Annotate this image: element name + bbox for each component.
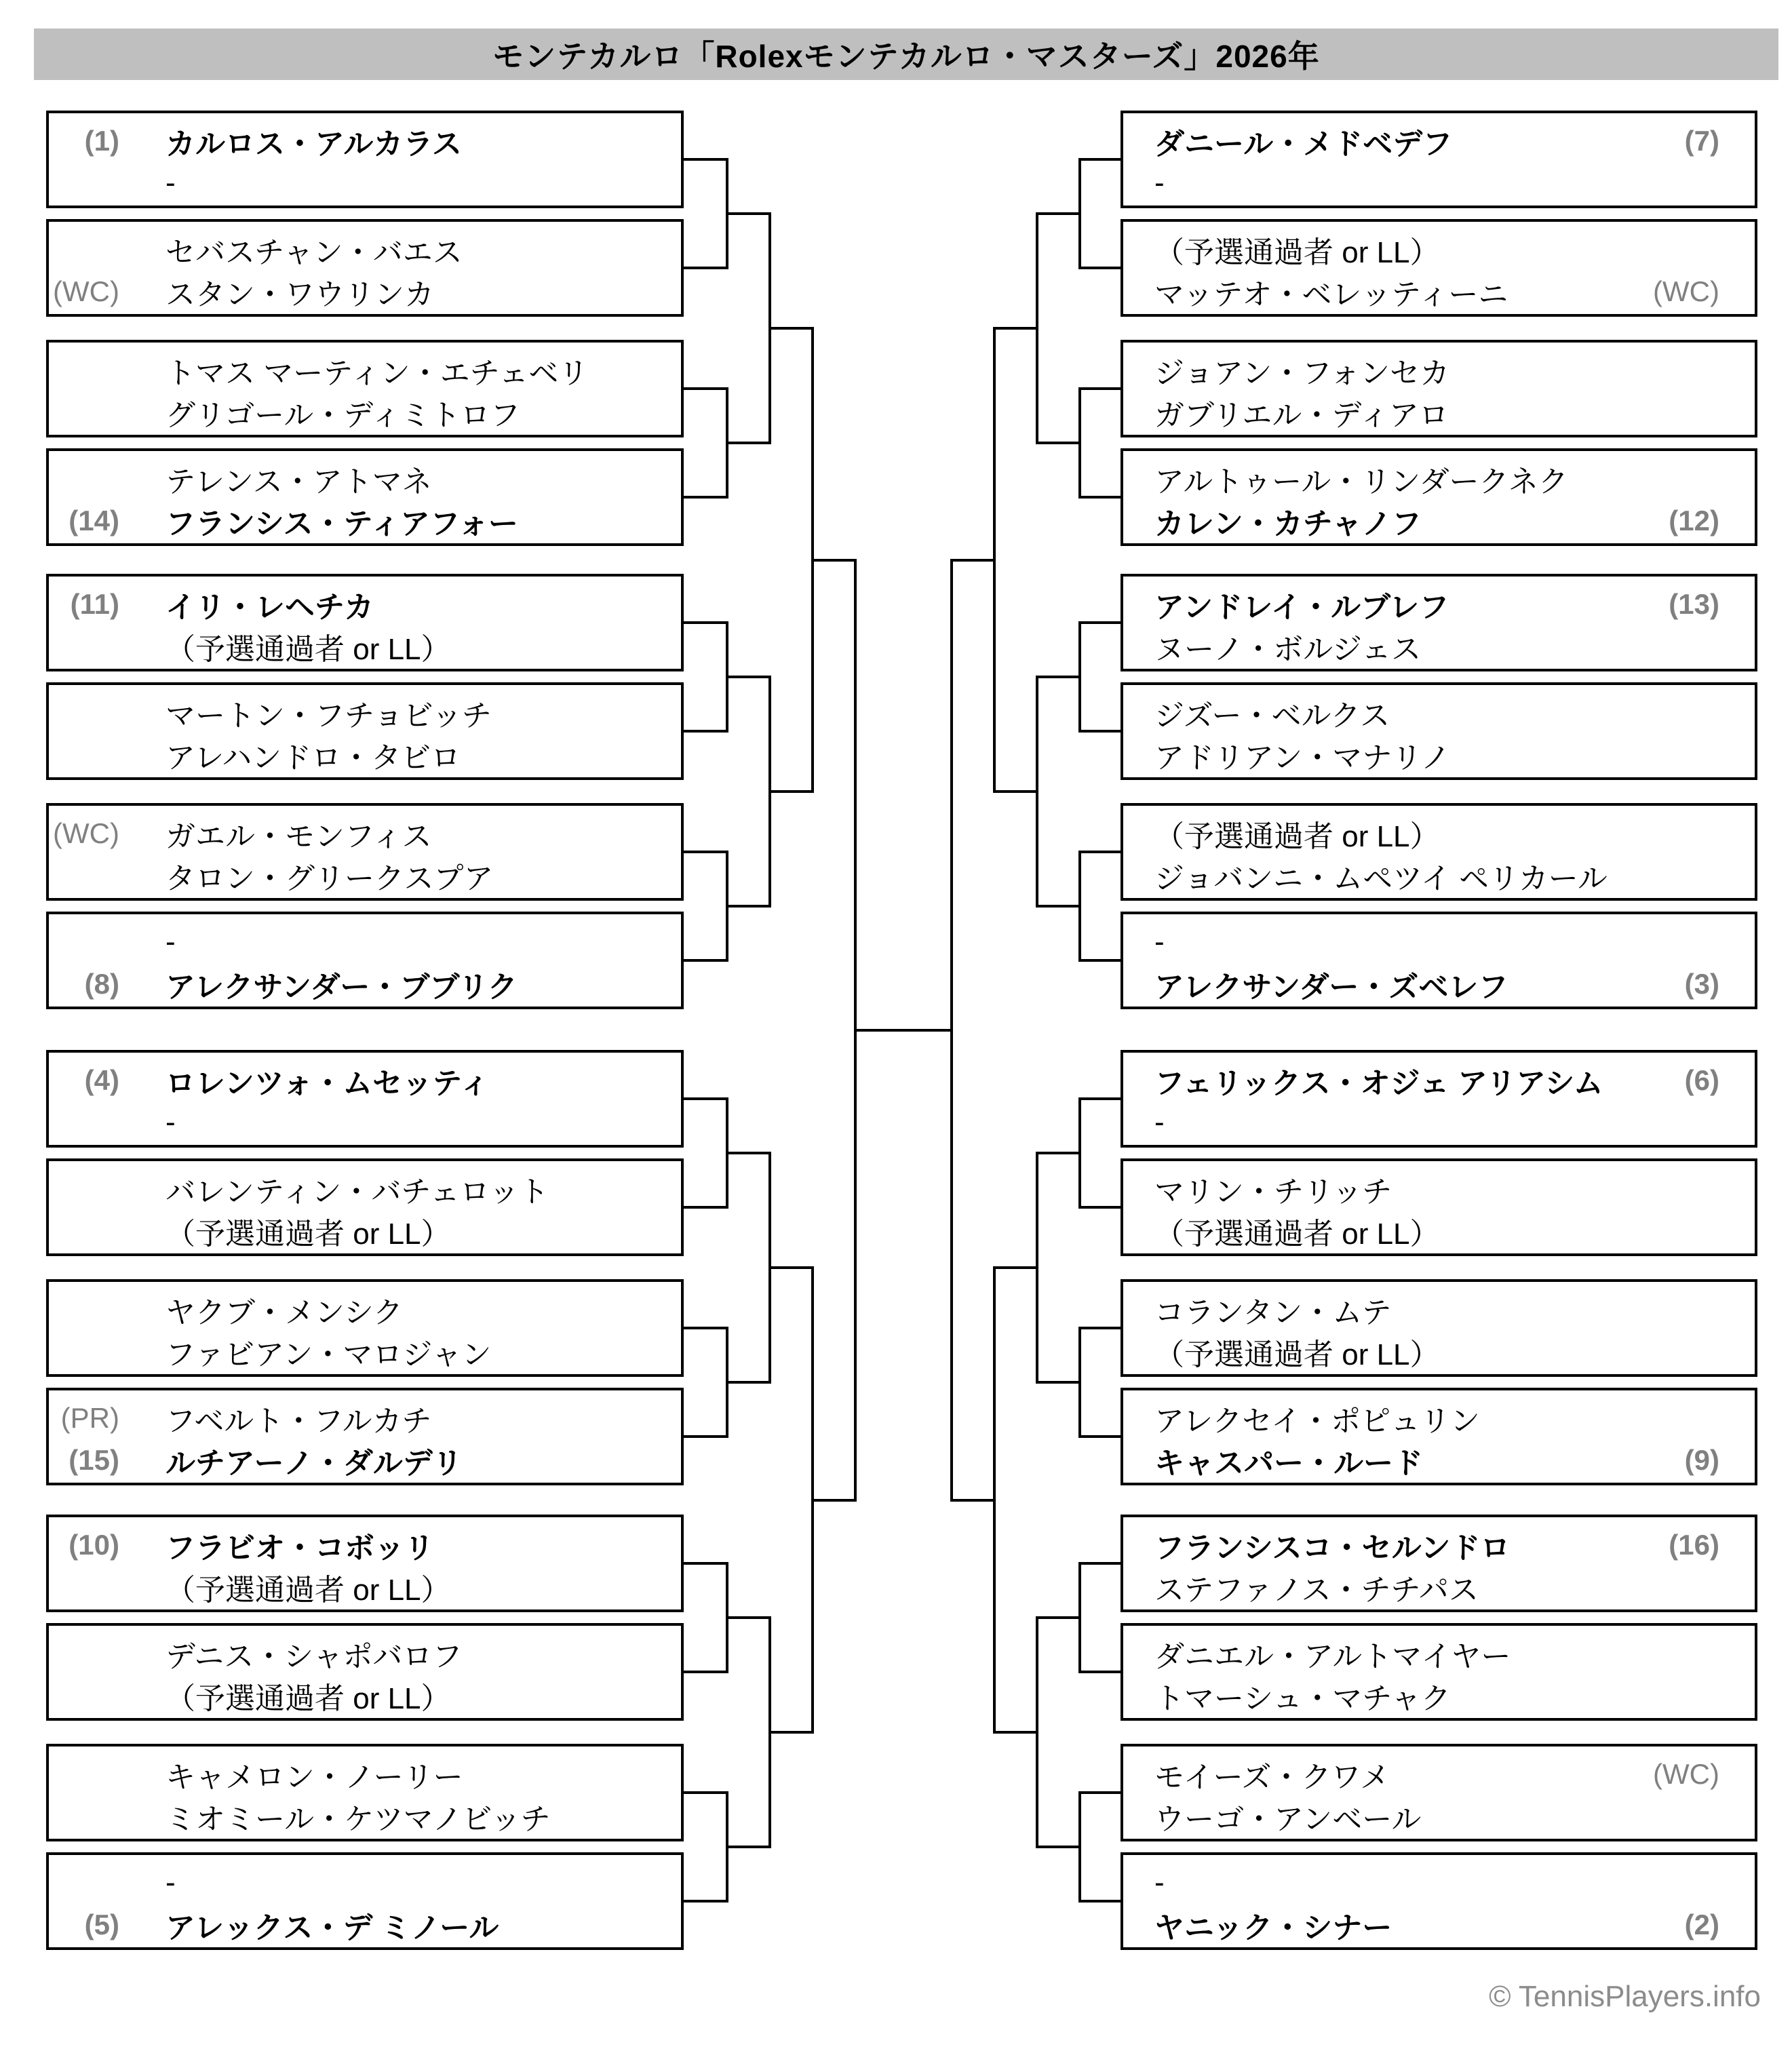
player-name: デニス・シャポバロフ <box>165 1640 463 1673</box>
player-name: ヤニック・シナー <box>1154 1911 1392 1945</box>
player-name: マートン・フチョビッチ <box>165 699 492 733</box>
player-name: アレクサンダー・ズベレフ <box>1154 971 1508 1004</box>
match-box-left-15 <box>46 1744 684 1841</box>
player-name: （予選通過者 or LL） <box>165 1682 451 1715</box>
seed-label: (WC) <box>53 275 119 307</box>
match-box-left-10 <box>46 1158 684 1256</box>
bracket-connector-line <box>768 1731 814 1734</box>
bracket-connector-line <box>681 387 728 390</box>
bracket-connector-line <box>993 1731 1038 1734</box>
bracket-connector-line <box>950 559 996 562</box>
seed-label: (PR) <box>60 1402 119 1434</box>
player-name: ガブリエル・ディアロ <box>1154 399 1449 432</box>
player-name: アレクサンダー・ブブリク <box>165 971 518 1004</box>
player-row <box>1123 1633 1755 1675</box>
bracket-connector-line <box>1078 851 1123 853</box>
bracket-connector-line <box>1078 730 1123 733</box>
player-name: - <box>165 925 176 958</box>
bracket-connector-line <box>681 1791 728 1794</box>
bracket-connector-line <box>1036 442 1081 444</box>
match-box-left-9 <box>46 1050 684 1148</box>
player-name: キャスパー・ルード <box>1154 1447 1423 1480</box>
player-row <box>1123 1210 1755 1252</box>
player-row <box>49 1795 681 1837</box>
player-name: アドリアン・マナリノ <box>1154 741 1451 775</box>
player-name: グリゴール・ディミトロフ <box>165 399 520 432</box>
player-name: （予選通過者 or LL） <box>1154 1217 1440 1251</box>
player-name: アレックス・デ ミノール <box>165 1911 499 1945</box>
player-name: （予選通過者 or LL） <box>165 1217 451 1251</box>
player-row <box>1123 1675 1755 1717</box>
match-box-right-12 <box>1121 1388 1757 1485</box>
player-row <box>49 583 681 625</box>
player-row <box>49 229 681 271</box>
bracket-connector-line <box>1078 267 1123 269</box>
player-row <box>1123 583 1755 625</box>
player-name: - <box>1154 166 1165 199</box>
player-row <box>1123 1795 1755 1837</box>
match-box-right-2 <box>1121 219 1757 317</box>
match-box-left-12 <box>46 1388 684 1485</box>
bracket-connector-line <box>1078 1435 1123 1438</box>
player-row <box>1123 271 1755 313</box>
bracket-connector-line <box>726 1616 771 1619</box>
bracket-connector-line <box>681 621 728 624</box>
player-name: スタン・ワウリンカ <box>165 278 434 311</box>
player-name: マッテオ・ベレッティーニ <box>1154 278 1508 311</box>
bracket-connector-line <box>768 790 814 793</box>
bracket-connector-line <box>1078 621 1123 624</box>
player-name: （予選通過者 or LL） <box>165 633 451 666</box>
bracket-connector-line <box>1036 212 1081 215</box>
bracket-connector-line <box>1036 1381 1081 1384</box>
bracket-connector-line <box>681 851 728 853</box>
player-row <box>49 391 681 433</box>
tournament-title: モンテカルロ「Rolexモンテカルロ・マスターズ」2026年 <box>492 39 1320 74</box>
player-row <box>49 120 681 162</box>
player-row <box>1123 1101 1755 1144</box>
player-name: フランシスコ・セルンドロ <box>1154 1531 1511 1565</box>
player-row <box>1123 921 1755 963</box>
bracket-connector-line <box>1078 1900 1123 1902</box>
bracket-connector-line <box>1078 496 1123 499</box>
player-row <box>49 1289 681 1331</box>
bracket-connector-line <box>726 676 771 678</box>
match-box-right-7 <box>1121 803 1757 901</box>
player-row <box>1123 391 1755 433</box>
player-row <box>1123 1289 1755 1331</box>
match-box-left-2 <box>46 219 684 317</box>
bracket-connector-line <box>1036 905 1081 908</box>
match-box-right-6 <box>1121 682 1757 780</box>
match-box-right-4 <box>1121 448 1757 546</box>
player-name: フベルト・フルカチ <box>165 1405 432 1438</box>
seed-label: (9) <box>1684 1444 1719 1476</box>
bracket-connector-line <box>726 905 771 908</box>
bracket-connector-line <box>726 1381 771 1384</box>
player-name: ルチアーノ・ダルデリ <box>165 1447 463 1480</box>
bracket-connector-line <box>993 790 1038 793</box>
bracket-connector-line <box>681 1097 728 1100</box>
player-row <box>1123 1904 1755 1946</box>
player-name: カルロス・アルカラス <box>165 128 462 161</box>
player-row <box>49 1862 681 1904</box>
player-name: フェリックス・オジェ アリアシム <box>1154 1067 1603 1100</box>
player-row <box>1123 1524 1755 1566</box>
match-box-right-1 <box>1121 111 1757 208</box>
player-row <box>1123 500 1755 542</box>
seed-label: (3) <box>1684 968 1719 1000</box>
match-box-right-13 <box>1121 1515 1757 1612</box>
match-box-left-7 <box>46 803 684 901</box>
bracket-connector-line <box>681 1327 728 1329</box>
player-name: セバスチャン・バエス <box>165 236 463 269</box>
tournament-title-bar <box>34 28 1778 80</box>
bracket-connector-line <box>681 959 728 962</box>
player-name: ダニール・メドベデフ <box>1154 128 1453 161</box>
player-row <box>49 1633 681 1675</box>
player-name: アレハンドロ・タビロ <box>165 741 461 775</box>
player-name: ミオミール・ケツマノビッチ <box>165 1803 551 1836</box>
player-name: ロレンツォ・ムセッティ <box>165 1067 490 1100</box>
match-box-left-1 <box>46 111 684 208</box>
bracket-connector-line <box>950 1499 996 1502</box>
player-row <box>49 1675 681 1717</box>
seed-label: (14) <box>69 505 119 536</box>
bracket-connector-line <box>854 1029 953 1032</box>
player-row <box>1123 1566 1755 1608</box>
player-name: フランシス・ティアフォー <box>165 507 518 541</box>
bracket-connector-line <box>726 1846 771 1848</box>
player-name: ヤクブ・メンシク <box>165 1296 404 1329</box>
player-name: コランタン・ムテ <box>1154 1296 1392 1329</box>
player-row <box>1123 1059 1755 1101</box>
player-row <box>49 1101 681 1144</box>
bracket-connector-line <box>768 1266 814 1269</box>
bracket-connector-line <box>1078 959 1123 962</box>
player-row <box>49 271 681 313</box>
player-row <box>1123 1397 1755 1439</box>
bracket-connector-line <box>1036 676 1081 678</box>
bracket-connector-line <box>681 1900 728 1902</box>
seed-label: (12) <box>1669 505 1719 536</box>
player-row <box>49 963 681 1005</box>
match-box-right-8 <box>1121 912 1757 1009</box>
player-name: （予選通過者 or LL） <box>165 1574 451 1607</box>
match-box-left-6 <box>46 682 684 780</box>
seed-label: (7) <box>1684 125 1719 157</box>
player-row <box>1123 162 1755 204</box>
match-box-right-16 <box>1121 1852 1757 1950</box>
player-name: ガエル・モンフィス <box>165 820 432 853</box>
player-name: イリ・レヘチカ <box>165 591 374 624</box>
seed-label: (5) <box>84 1909 119 1940</box>
player-row <box>49 1753 681 1795</box>
bracket-connector-line <box>681 1435 728 1438</box>
bracket-connector-line <box>1078 1562 1123 1565</box>
player-name: アンドレイ・ルブレフ <box>1154 591 1449 624</box>
player-name: トマーシュ・マチャク <box>1154 1682 1451 1715</box>
bracket-connector-line <box>811 1499 857 1502</box>
player-name: テレンス・アトマネ <box>165 465 432 499</box>
player-row <box>1123 855 1755 897</box>
player-name: ジョバンニ・ムペツイ ペリカール <box>1154 862 1608 895</box>
bracket-connector-line <box>681 1562 728 1565</box>
seed-label: (6) <box>1684 1064 1719 1096</box>
player-row <box>49 349 681 391</box>
player-row <box>49 162 681 204</box>
bracket-connector-line <box>1036 1152 1081 1154</box>
seed-label: (13) <box>1669 588 1719 620</box>
player-name: マリン・チリッチ <box>1154 1175 1392 1209</box>
match-box-right-3 <box>1121 340 1757 437</box>
match-box-left-5 <box>46 574 684 671</box>
player-name: キャメロン・ノーリー <box>165 1761 463 1794</box>
player-row <box>49 1210 681 1252</box>
player-name: - <box>1154 925 1165 958</box>
bracket-connector-line <box>993 1266 1038 1269</box>
player-row <box>1123 1439 1755 1481</box>
match-box-left-4 <box>46 448 684 546</box>
match-box-left-11 <box>46 1279 684 1377</box>
player-row <box>49 1439 681 1481</box>
seed-label: (8) <box>84 968 119 1000</box>
player-row <box>49 1904 681 1946</box>
player-name: ダニエル・アルトマイヤー <box>1154 1640 1511 1673</box>
seed-label: (15) <box>69 1444 119 1476</box>
player-row <box>49 458 681 500</box>
seed-label: (WC) <box>1653 275 1719 307</box>
match-box-right-10 <box>1121 1158 1757 1256</box>
copyright-footer: © TennisPlayers.info <box>1489 1980 1761 2013</box>
player-name: - <box>165 1866 176 1899</box>
bracket-connector-line <box>1078 1327 1123 1329</box>
bracket-connector-line <box>681 730 728 733</box>
player-name: モイーズ・クワメ <box>1154 1761 1390 1794</box>
seed-label: (10) <box>69 1529 119 1561</box>
seed-label: (WC) <box>1653 1758 1719 1790</box>
player-name: カレン・カチャノフ <box>1154 507 1422 541</box>
bracket-connector-line <box>681 1206 728 1209</box>
match-box-right-15 <box>1121 1744 1757 1841</box>
bracket-connector-line <box>726 212 771 215</box>
bracket-connector-line <box>681 158 728 161</box>
bracket-connector-line <box>1036 1846 1081 1848</box>
player-name: - <box>165 166 176 199</box>
match-box-left-13 <box>46 1515 684 1612</box>
player-row <box>49 855 681 897</box>
player-name: ファビアン・マロジャン <box>165 1338 492 1371</box>
player-row <box>1123 813 1755 855</box>
match-box-left-3 <box>46 340 684 437</box>
player-row <box>49 813 681 855</box>
player-row <box>1123 734 1755 776</box>
bracket-connector-line <box>681 496 728 499</box>
player-row <box>49 692 681 734</box>
player-row <box>1123 1168 1755 1210</box>
player-row <box>49 734 681 776</box>
player-row <box>1123 229 1755 271</box>
player-name: ウーゴ・アンベール <box>1154 1803 1422 1836</box>
player-row <box>49 1524 681 1566</box>
match-box-left-8 <box>46 912 684 1009</box>
player-row <box>1123 1862 1755 1904</box>
bracket-connector-line <box>1078 1791 1123 1794</box>
player-name: タロン・グリークスプア <box>165 862 494 895</box>
bracket-connector-line <box>1036 1616 1081 1619</box>
seed-label: (2) <box>1684 1909 1719 1940</box>
player-row <box>1123 963 1755 1005</box>
bracket-connector-line <box>1078 1206 1123 1209</box>
player-row <box>49 921 681 963</box>
player-name: アレクセイ・ポピュリン <box>1154 1405 1481 1438</box>
player-row <box>49 1397 681 1439</box>
match-box-right-9 <box>1121 1050 1757 1148</box>
player-name: - <box>165 1106 176 1139</box>
player-row <box>49 1331 681 1373</box>
player-row <box>1123 1753 1755 1795</box>
player-row <box>49 1059 681 1101</box>
bracket-connector-line <box>811 559 857 562</box>
bracket-connector-line <box>1078 1671 1123 1673</box>
bracket-connector-line <box>1078 1097 1123 1100</box>
bracket-connector-line <box>681 267 728 269</box>
player-name: フラビオ・コボッリ <box>165 1531 434 1565</box>
seed-label: (11) <box>70 588 119 620</box>
player-row <box>49 1168 681 1210</box>
player-name: - <box>1154 1866 1165 1899</box>
seed-label: (4) <box>84 1064 119 1096</box>
match-box-left-14 <box>46 1623 684 1721</box>
player-name: （予選通過者 or LL） <box>1154 236 1440 269</box>
bracket-connector-line <box>1078 158 1123 161</box>
player-row <box>49 1566 681 1608</box>
seed-label: (1) <box>84 125 119 157</box>
bracket-connector-line <box>993 327 1038 330</box>
player-row <box>1123 692 1755 734</box>
bracket-connector-line <box>681 1671 728 1673</box>
player-row <box>1123 1331 1755 1373</box>
player-name: （予選通過者 or LL） <box>1154 1338 1440 1371</box>
player-name: アルトゥール・リンダークネク <box>1154 465 1569 499</box>
match-box-right-11 <box>1121 1279 1757 1377</box>
bracket-connector-line <box>726 1152 771 1154</box>
bracket-connector-line <box>1078 387 1123 390</box>
player-row <box>1123 625 1755 667</box>
seed-label: (WC) <box>53 817 119 849</box>
player-name: ヌーノ・ボルジェス <box>1154 633 1422 666</box>
player-name: （予選通過者 or LL） <box>1154 820 1440 853</box>
match-box-right-5 <box>1121 574 1757 671</box>
player-row <box>49 625 681 667</box>
bracket-connector-line <box>726 442 771 444</box>
player-name: トマス マーティン・エチェベリ <box>165 357 589 390</box>
player-row <box>1123 458 1755 500</box>
match-box-right-14 <box>1121 1623 1757 1721</box>
seed-label: (16) <box>1669 1529 1719 1561</box>
player-row <box>1123 349 1755 391</box>
player-name: ジョアン・フォンセカ <box>1154 357 1450 390</box>
bracket-connector-line <box>768 327 814 330</box>
player-row <box>1123 120 1755 162</box>
player-name: - <box>1154 1106 1165 1139</box>
match-box-left-16 <box>46 1852 684 1950</box>
player-name: ステファノス・チチパス <box>1154 1574 1479 1607</box>
player-name: ジズー・ベルクス <box>1154 699 1390 733</box>
player-row <box>49 500 681 542</box>
player-name: バレンティン・バチェロット <box>165 1175 549 1209</box>
